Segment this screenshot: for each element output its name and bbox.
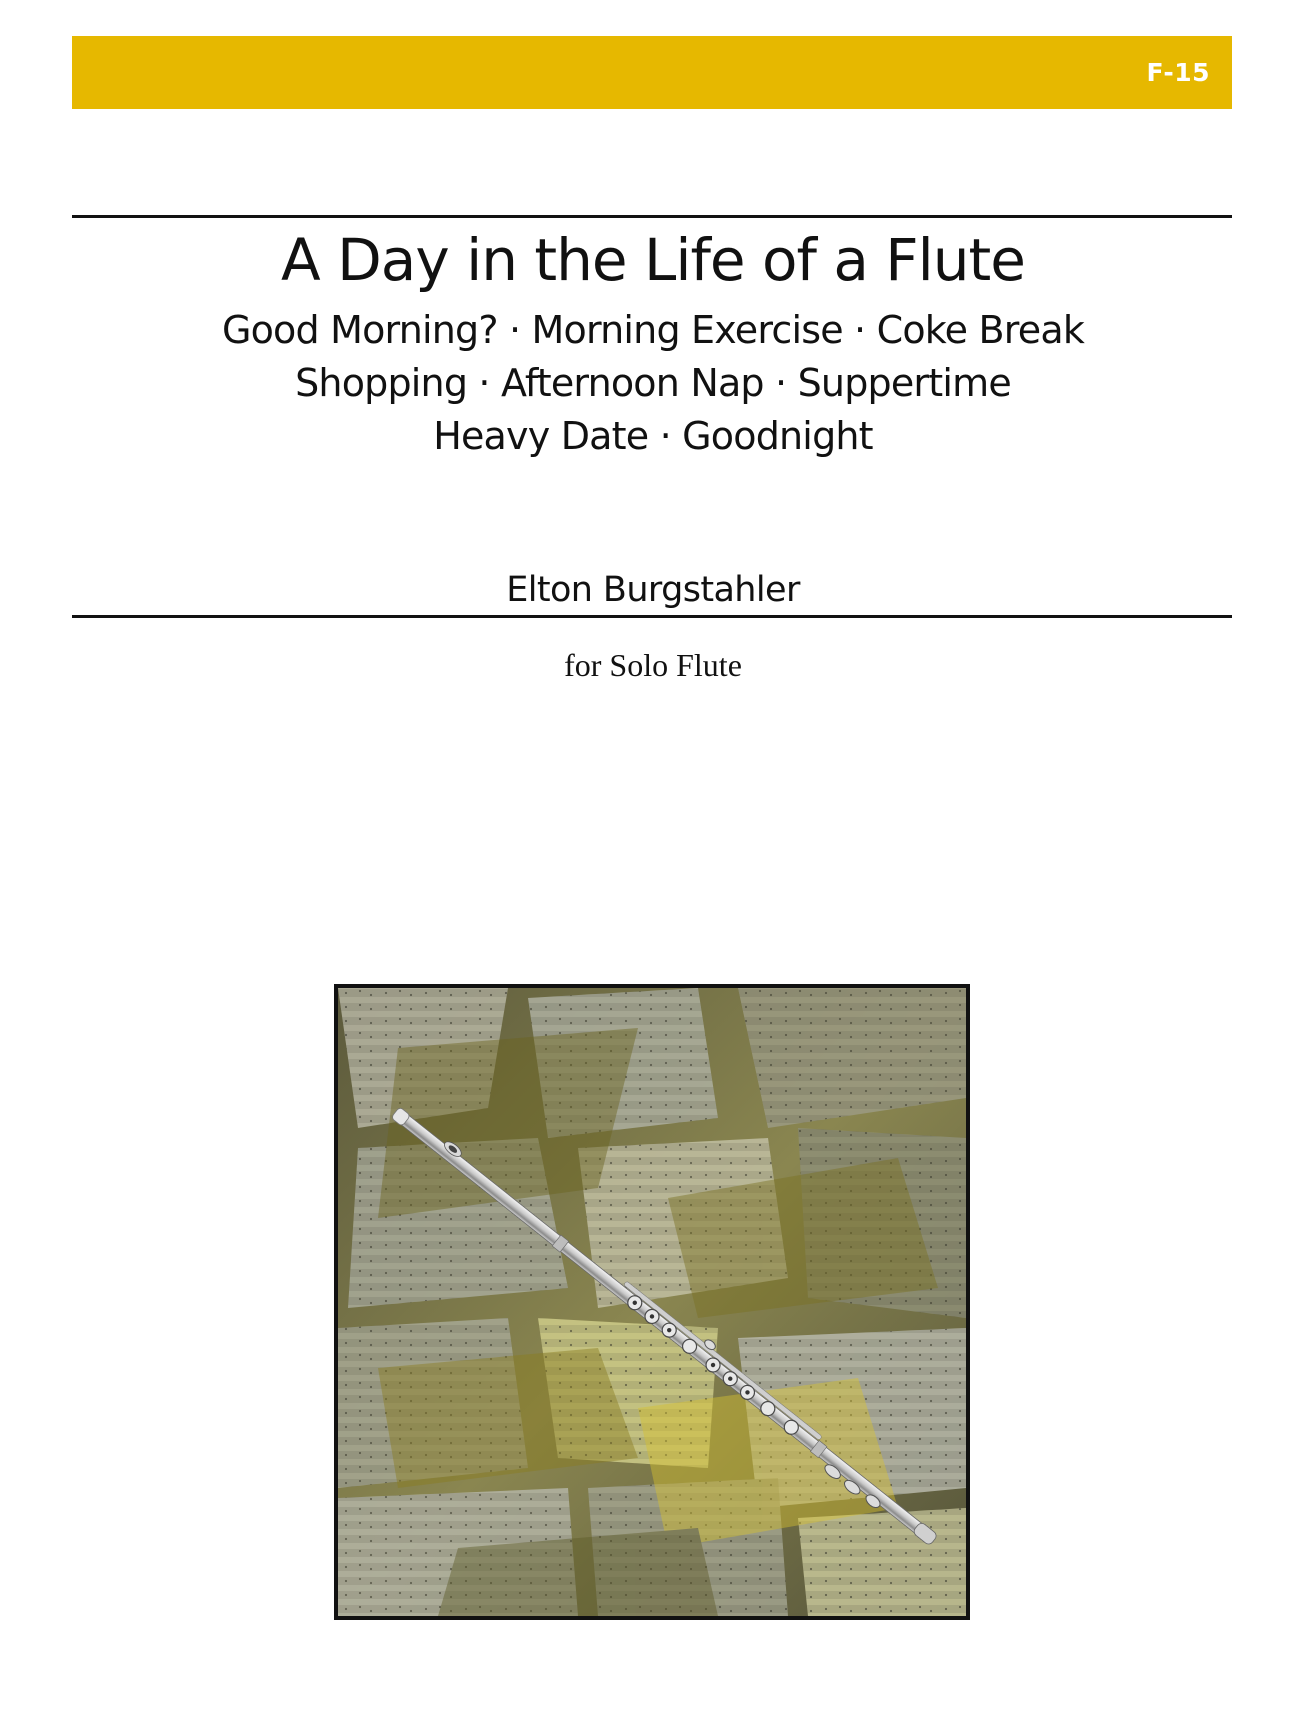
header-bar [72, 36, 1232, 109]
page-title: A Day in the Life of a Flute [281, 226, 1025, 294]
instrumentation-label: for Solo Flute [564, 647, 742, 683]
movement-list [0, 304, 1296, 463]
catalog-code: F-15 [1146, 58, 1210, 87]
flute-collage-illustration [338, 988, 966, 1616]
composer-rule [72, 615, 1232, 618]
movement-line-3: Heavy Date · Goodnight [433, 414, 873, 458]
movement-line-2: Shopping · Afternoon Nap · Suppertime [295, 361, 1011, 405]
movement-line-1: Good Morning? · Morning Exercise · Coke Break [221, 308, 1085, 352]
title-rule-top [72, 215, 1232, 218]
composer-name: Elton Burgstahler [506, 570, 800, 610]
cover-image [334, 984, 970, 1620]
